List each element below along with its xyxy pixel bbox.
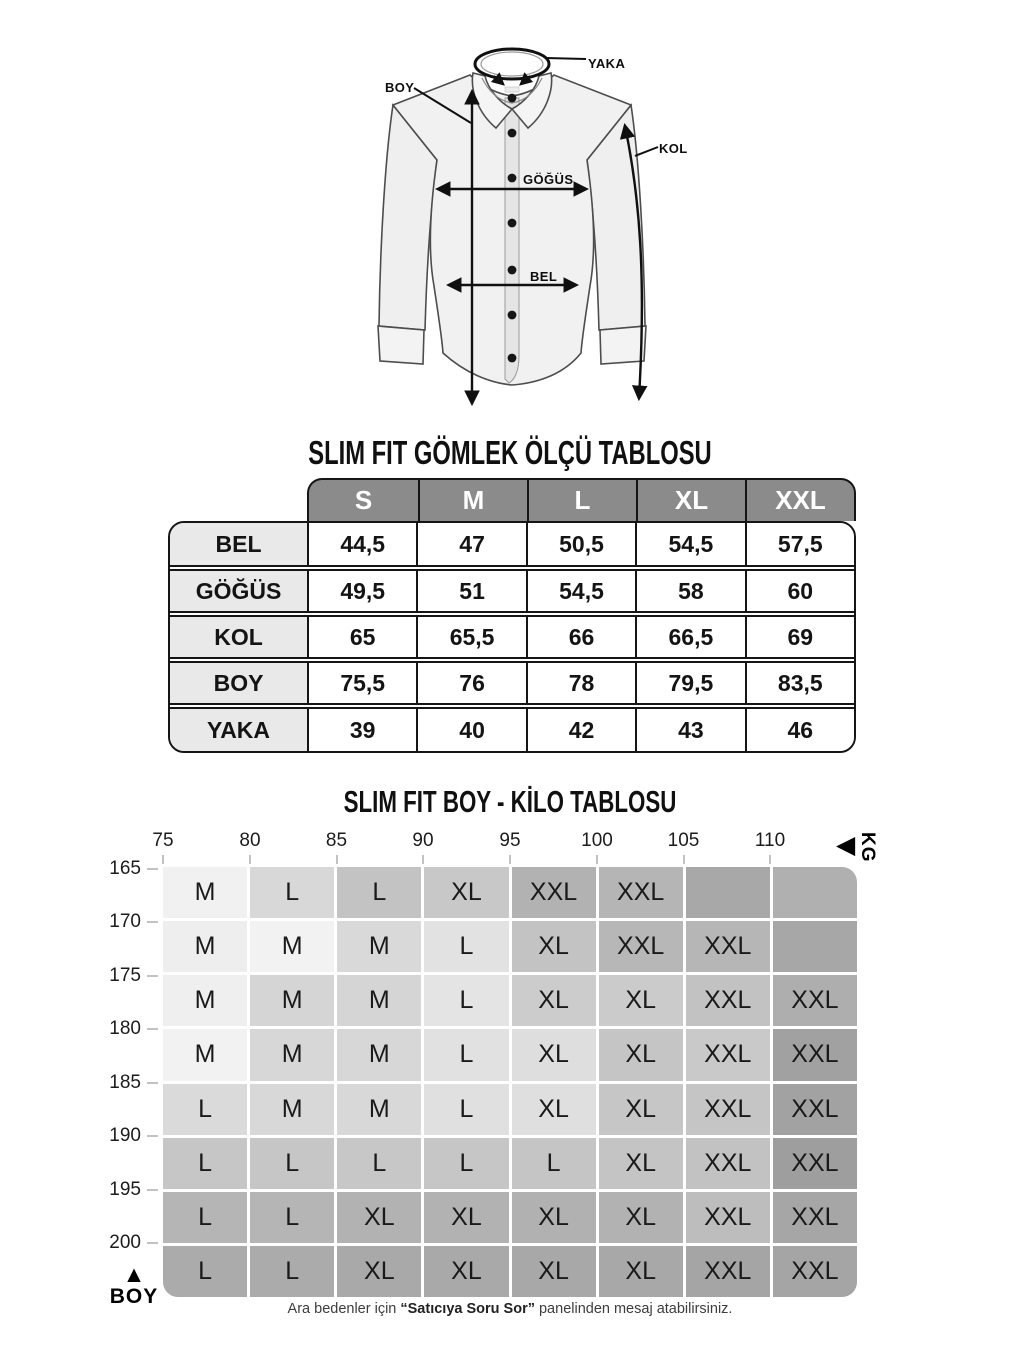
kg-tick: [567, 830, 627, 864]
kg-tick: [307, 830, 367, 864]
matrix-cell: XL: [599, 1138, 683, 1189]
boy-tick-label: 170: [109, 911, 141, 932]
matrix-title: SLIM FIT BOY - KİLO TABLOSU: [343, 784, 677, 819]
matrix-cell: M: [250, 1084, 334, 1135]
kg-tick: [220, 830, 280, 864]
kg-tick: [133, 830, 193, 864]
cell: 65,5: [416, 617, 525, 657]
cell: 69: [745, 617, 854, 657]
matrix-cell: XXL: [773, 975, 857, 1026]
tick-dash: [147, 1028, 158, 1030]
col-header-m: M: [418, 480, 527, 521]
footer-text-bold: “Satıcıya Soru Sor”: [400, 1301, 535, 1317]
matrix-cell: XXL: [686, 1192, 770, 1243]
table-row: [170, 523, 854, 567]
matrix-cell: M: [250, 975, 334, 1026]
matrix-cell: XL: [599, 1246, 683, 1297]
matrix-cell: XL: [512, 921, 596, 972]
table-row: [170, 661, 854, 705]
kg-axis-flag: [836, 832, 878, 863]
tick-dash: [422, 855, 424, 864]
row-label: GÖĞÜS: [170, 571, 307, 611]
height-weight-matrix: [163, 867, 857, 1297]
matrix-cell: [773, 867, 857, 918]
cell: 79,5: [635, 663, 744, 703]
tick-dash: [769, 855, 771, 864]
kg-tick: [740, 830, 800, 864]
kg-tick-label: 80: [239, 830, 261, 851]
left-arrow-icon: ◀: [836, 831, 856, 859]
boy-label: BOY: [385, 80, 415, 95]
matrix-cell: XXL: [599, 921, 683, 972]
cell: 58: [635, 571, 744, 611]
cell: 49,5: [307, 571, 416, 611]
boy-tick-label: 200: [109, 1232, 141, 1253]
matrix-cell: XL: [599, 1192, 683, 1243]
matrix-cell: M: [163, 975, 247, 1026]
bel-label: BEL: [530, 269, 558, 284]
cell: 83,5: [745, 663, 854, 703]
matrix-cell: L: [163, 1084, 247, 1135]
row-label: BEL: [170, 523, 307, 565]
table-row: [170, 707, 854, 751]
yaka-label-line: [546, 58, 586, 59]
tick-dash: [249, 855, 251, 864]
matrix-cell: L: [424, 1084, 508, 1135]
matrix-cell: XXL: [686, 1138, 770, 1189]
cell: 54,5: [526, 571, 635, 611]
cell: 39: [307, 709, 416, 751]
matrix-cell: M: [337, 1029, 421, 1080]
gogus-label: GÖĞÜS: [523, 172, 574, 187]
cell: 47: [416, 523, 525, 565]
tick-dash: [147, 1082, 158, 1084]
left-cuff: [378, 326, 424, 364]
kg-tick-label: 90: [412, 830, 434, 851]
tick-dash: [147, 1135, 158, 1137]
yaka-label: YAKA: [588, 56, 626, 71]
measurement-table-header: [307, 478, 856, 521]
cell: 51: [416, 571, 525, 611]
matrix-cell: M: [163, 921, 247, 972]
boy-tick-label: 180: [109, 1018, 141, 1039]
matrix-cell: L: [250, 1138, 334, 1189]
right-cuff: [600, 326, 646, 364]
tick-dash: [147, 975, 158, 977]
row-label: BOY: [170, 663, 307, 703]
matrix-cell: XL: [512, 1192, 596, 1243]
cell: 66: [526, 617, 635, 657]
matrix-cell: XL: [337, 1192, 421, 1243]
matrix-cell: XL: [599, 975, 683, 1026]
col-header-xxl: XXL: [745, 480, 854, 521]
kg-tick-label: 95: [499, 830, 521, 851]
matrix-cell: XL: [512, 975, 596, 1026]
boy-tick-label: 195: [109, 1179, 141, 1200]
matrix-cell: XXL: [686, 1029, 770, 1080]
kg-tick: [480, 830, 540, 864]
matrix-cell: XXL: [773, 1084, 857, 1135]
tick-dash: [683, 855, 685, 864]
cell: 60: [745, 571, 854, 611]
matrix-cell: L: [250, 1192, 334, 1243]
cell: 75,5: [307, 663, 416, 703]
matrix-cell: M: [250, 921, 334, 972]
up-arrow-icon: ▲: [122, 1261, 146, 1287]
matrix-cell: M: [250, 1029, 334, 1080]
cell: 42: [526, 709, 635, 751]
kg-tick-label: 105: [667, 830, 700, 851]
matrix-cell: XXL: [773, 1246, 857, 1297]
tick-dash: [509, 855, 511, 864]
matrix-cell: XXL: [686, 1084, 770, 1135]
footer-note: [0, 1301, 1020, 1317]
kg-tick-label: 100: [581, 830, 613, 851]
matrix-cell: XL: [512, 1084, 596, 1135]
matrix-cell: [686, 867, 770, 918]
tick-dash: [336, 855, 338, 864]
kg-axis-label: KG: [857, 832, 879, 863]
matrix-cell: [773, 921, 857, 972]
brand-tag: [505, 87, 519, 92]
tick-dash: [147, 921, 158, 923]
matrix-cell: XXL: [773, 1029, 857, 1080]
matrix-cell: XL: [337, 1246, 421, 1297]
tick-dash: [596, 855, 598, 864]
matrix-cell: XL: [424, 867, 508, 918]
kol-label-line: [635, 147, 658, 156]
matrix-cell: XXL: [773, 1138, 857, 1189]
matrix-cell: XL: [599, 1084, 683, 1135]
matrix-cell: L: [424, 1029, 508, 1080]
tick-dash: [162, 855, 164, 864]
cell: 54,5: [635, 523, 744, 565]
boy-tick-label: 175: [109, 965, 141, 986]
boy-axis-label: BOY: [109, 1285, 159, 1308]
row-label: KOL: [170, 617, 307, 657]
placket: [505, 98, 519, 383]
matrix-cell: L: [163, 1246, 247, 1297]
matrix-cell: XXL: [686, 921, 770, 972]
collar-opening: [481, 52, 543, 76]
matrix-cell: L: [424, 1138, 508, 1189]
matrix-cell: M: [337, 921, 421, 972]
cell: 57,5: [745, 523, 854, 565]
matrix-cell: L: [337, 867, 421, 918]
cell: 66,5: [635, 617, 744, 657]
matrix-cell: XXL: [512, 867, 596, 918]
matrix-cell: M: [163, 867, 247, 918]
matrix-cell: M: [337, 975, 421, 1026]
matrix-cell: XL: [599, 1029, 683, 1080]
cell: 78: [526, 663, 635, 703]
measurement-table: [168, 478, 856, 753]
tick-dash: [147, 1242, 158, 1244]
boy-tick-label: 165: [109, 858, 141, 879]
matrix-cell: L: [163, 1192, 247, 1243]
col-header-s: S: [354, 485, 373, 515]
col-header-xl: XL: [636, 480, 745, 521]
footer-text-suffix: panelinden mesaj atabilirsiniz.: [534, 1301, 733, 1317]
table-row: [170, 615, 854, 659]
cell: 43: [635, 709, 744, 751]
table-row: [170, 569, 854, 613]
cell: 46: [745, 709, 854, 751]
tick-dash: [147, 1189, 158, 1191]
boy-tick-label: 190: [109, 1125, 141, 1146]
tick-dash: [147, 868, 158, 870]
kg-tick: [654, 830, 714, 864]
row-label: YAKA: [170, 709, 307, 751]
matrix-cell: XL: [424, 1192, 508, 1243]
col-header-l: L: [527, 480, 636, 521]
measurement-table-body: [168, 521, 856, 753]
kg-tick-label: 85: [325, 830, 348, 851]
matrix-cell: XL: [424, 1246, 508, 1297]
matrix-cell: L: [250, 1246, 334, 1297]
footer-text-prefix: Ara bedenler için: [287, 1301, 401, 1317]
matrix-cell: L: [512, 1138, 596, 1189]
boy-tick-label: 185: [109, 1072, 141, 1093]
matrix-cell: XXL: [686, 1246, 770, 1297]
matrix-cell: XXL: [686, 975, 770, 1026]
kg-tick-label: 110: [754, 830, 786, 851]
matrix-cell: XXL: [599, 867, 683, 918]
matrix-cell: XL: [512, 1029, 596, 1080]
kg-tick: [393, 830, 453, 864]
kol-label: KOL: [659, 141, 688, 156]
matrix-cell: L: [163, 1138, 247, 1189]
matrix-cell: XXL: [773, 1192, 857, 1243]
matrix-cell: M: [163, 1029, 247, 1080]
cell: 76: [416, 663, 525, 703]
matrix-cell: L: [250, 867, 334, 918]
matrix-cell: L: [424, 975, 508, 1026]
cell: 65: [307, 617, 416, 657]
kg-tick-label: 75: [152, 830, 174, 851]
cell: 50,5: [526, 523, 635, 565]
cell: 44,5: [307, 523, 416, 565]
matrix-cell: L: [337, 1138, 421, 1189]
yaka-measure-loop: [475, 49, 549, 79]
matrix-cell: M: [337, 1084, 421, 1135]
cell: 40: [416, 709, 525, 751]
size-table-title: SLIM FIT GÖMLEK ÖLÇÜ TABLOSU: [308, 434, 712, 471]
matrix-cell: XL: [512, 1246, 596, 1297]
matrix-cell: L: [424, 921, 508, 972]
